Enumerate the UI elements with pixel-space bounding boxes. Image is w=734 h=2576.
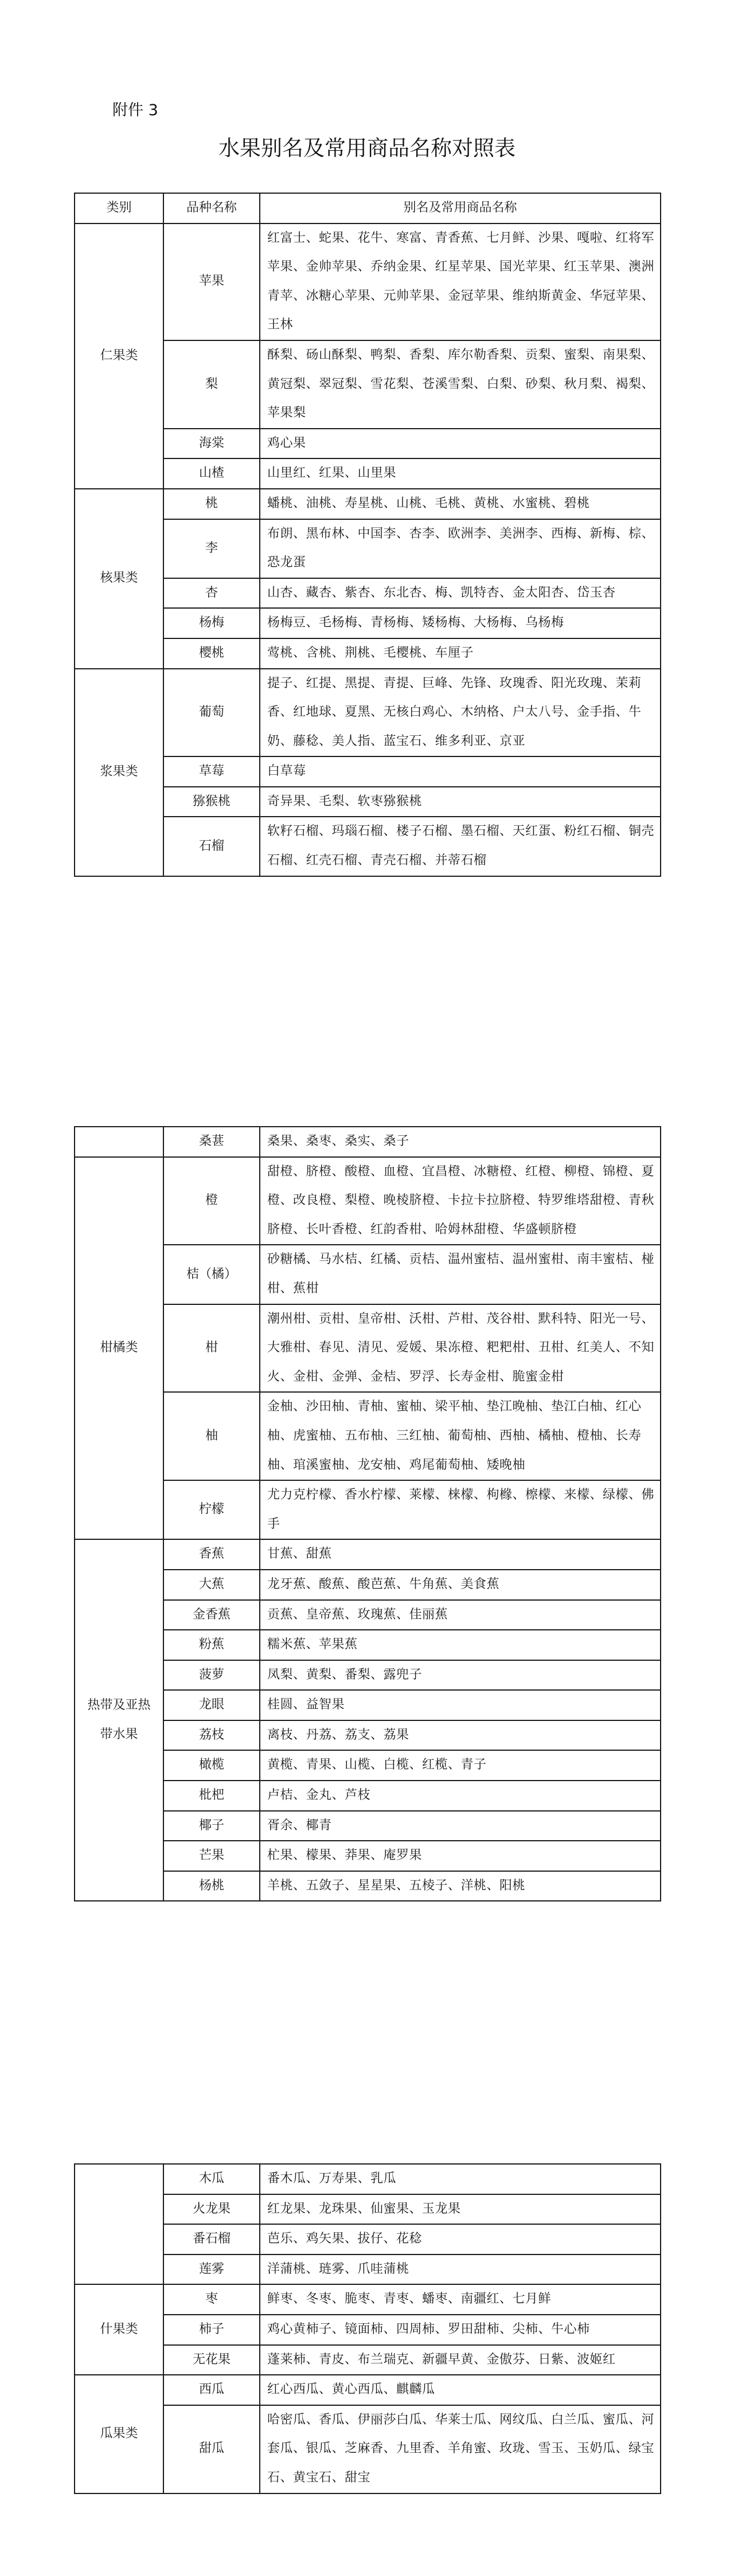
aliases-cell: 蟠桃、油桃、寿星桃、山桃、毛桃、黄桃、水蜜桃、碧桃 — [260, 489, 661, 519]
category-cell: 瓜果类 — [75, 2375, 163, 2493]
variety-cell: 火龙果 — [163, 2194, 260, 2225]
aliases-cell: 软籽石榴、玛瑙石榴、楼子石榴、墨石榴、天红蛋、粉红石榴、铜壳石榴、红壳石榴、青壳石榴、并蒂石榴 — [260, 817, 661, 876]
aliases-cell: 酥梨、砀山酥梨、鸭梨、香梨、库尔勒香梨、贡梨、蜜梨、南果梨、黄冠梨、翠冠梨、雪花梨、苍溪雪梨、白梨、砂梨、秋月梨、褐梨、苹果梨 — [260, 340, 661, 429]
table-row — [75, 1539, 661, 1570]
variety-cell: 橙 — [163, 1157, 260, 1245]
variety-cell: 山楂 — [163, 458, 260, 489]
aliases-cell: 黄榄、青果、山榄、白榄、红榄、青子 — [260, 1750, 661, 1781]
variety-cell: 葡萄 — [163, 669, 260, 757]
variety-cell: 桃 — [163, 489, 260, 519]
aliases-cell: 甜橙、脐橙、酸橙、血橙、宜昌橙、冰糖橙、红橙、柳橙、锦橙、夏橙、改良橙、梨橙、晚棱脐橙、卡拉卡拉脐橙、特罗维塔甜橙、青秋脐橙、长叶香橙、红韵香柑、哈姆林甜橙、华盛顿脐橙 — [260, 1157, 661, 1245]
table-header-row — [75, 193, 661, 224]
aliases-cell: 哈密瓜、香瓜、伊丽莎白瓜、华莱士瓜、网纹瓜、白兰瓜、蜜瓜、河套瓜、银瓜、芝麻香、九里香、羊角蜜、玫珑、雪玉、玉奶瓜、绿宝石、黄宝石、甜宝 — [260, 2405, 661, 2493]
variety-cell: 西瓜 — [163, 2375, 260, 2405]
table-row — [75, 489, 661, 519]
aliases-cell: 桂圆、益智果 — [260, 1690, 661, 1720]
aliases-cell: 提子、红提、黑提、青提、巨峰、先锋、玫瑰香、阳光玫瑰、茉莉香、红地球、夏黑、无核白鸡心、木纳格、户太八号、金手指、牛奶、藤稔、美人指、蓝宝石、维多利亚、京亚 — [260, 669, 661, 757]
aliases-cell: 莺桃、含桃、荆桃、毛樱桃、车厘子 — [260, 638, 661, 669]
variety-cell: 桔（橘） — [163, 1245, 260, 1304]
variety-cell: 李 — [163, 519, 260, 578]
table-row — [75, 1127, 661, 1157]
fruit-alias-table-part-1 — [74, 193, 661, 877]
header-aliases: 别名及常用商品名称 — [260, 193, 661, 224]
aliases-cell: 金柚、沙田柚、青柚、蜜柚、梁平柚、垫江晚柚、垫江白柚、红心柚、虎蜜柚、五布柚、三红柚、葡萄柚、西柚、橘柚、橙柚、长寿柚、琯溪蜜柚、龙安柚、鸡尾葡萄柚、矮晚柚 — [260, 1392, 661, 1480]
aliases-cell: 甘蕉、甜蕉 — [260, 1539, 661, 1570]
variety-cell: 金香蕉 — [163, 1600, 260, 1630]
aliases-cell: 胥余、椰青 — [260, 1811, 661, 1841]
variety-cell: 大蕉 — [163, 1570, 260, 1600]
category-label: 热带及亚热带水果 — [87, 1698, 151, 1742]
table-row — [75, 2375, 661, 2405]
aliases-cell: 红心西瓜、黄心西瓜、麒麟瓜 — [260, 2375, 661, 2405]
variety-cell: 柚 — [163, 1392, 260, 1480]
header-variety: 品种名称 — [163, 193, 260, 224]
fruit-alias-table-part-2 — [74, 1126, 661, 1901]
aliases-cell: 羊桃、五敛子、星星果、五棱子、洋桃、阳桃 — [260, 1871, 661, 1901]
variety-cell: 枣 — [163, 2284, 260, 2315]
category-cell: 浆果类 — [75, 669, 163, 876]
aliases-cell: 布朗、黑布林、中国李、杏李、欧洲李、美洲李、西梅、新梅、棕、恐龙蛋 — [260, 519, 661, 578]
aliases-cell: 尤力克柠檬、香水柠檬、莱檬、梾檬、枸橼、檫檬、来檬、绿檬、佛手 — [260, 1480, 661, 1539]
aliases-cell: 白草莓 — [260, 756, 661, 787]
variety-cell: 荔枝 — [163, 1720, 260, 1751]
category-cell — [75, 2164, 163, 2284]
category-cell: 核果类 — [75, 489, 163, 669]
category-cell — [75, 1539, 163, 1901]
table-row — [75, 669, 661, 757]
variety-cell: 莲雾 — [163, 2255, 260, 2285]
category-cell: 什果类 — [75, 2284, 163, 2375]
variety-cell: 桑葚 — [163, 1127, 260, 1157]
variety-cell: 柑 — [163, 1304, 260, 1393]
table-row — [75, 2284, 661, 2315]
aliases-cell: 山里红、红果、山里果 — [260, 458, 661, 489]
variety-cell: 柠檬 — [163, 1480, 260, 1539]
aliases-cell: 潮州柑、贡柑、皇帝柑、沃柑、芦柑、茂谷柑、默科特、阳光一号、大雅柑、春见、清见、爱媛、果冻橙、粑粑柑、丑柑、红美人、不知火、金柑、金弹、金桔、罗浮、长寿金柑、脆蜜金柑 — [260, 1304, 661, 1393]
variety-cell: 木瓜 — [163, 2164, 260, 2194]
aliases-cell: 洋蒲桃、琏雾、爪哇蒲桃 — [260, 2255, 661, 2285]
aliases-cell: 芭乐、鸡矢果、拔仔、花稔 — [260, 2224, 661, 2255]
variety-cell: 香蕉 — [163, 1539, 260, 1570]
aliases-cell: 蓬莱柿、青皮、布兰瑞克、新疆早黄、金傲芬、日紫、波姬红 — [260, 2345, 661, 2375]
variety-cell: 柿子 — [163, 2315, 260, 2345]
aliases-cell: 红富士、蛇果、花牛、寒富、青香蕉、七月鲜、沙果、嘎啦、红将军苹果、金帅苹果、乔纳金果、红星苹果、国光苹果、红玉苹果、澳洲青苹、冰糖心苹果、元帅苹果、金冠苹果、维纳斯黄金、华冠苹果、王林 — [260, 224, 661, 340]
aliases-cell: 杨梅豆、毛杨梅、青杨梅、矮杨梅、大杨梅、乌杨梅 — [260, 608, 661, 638]
document-title: 水果别名及常用商品名称对照表 — [218, 136, 516, 160]
aliases-cell: 鸡心黄柿子、镜面柿、四周柿、罗田甜柿、尖柿、牛心柿 — [260, 2315, 661, 2345]
aliases-cell: 奇异果、毛梨、软枣猕猴桃 — [260, 787, 661, 817]
variety-cell: 龙眼 — [163, 1690, 260, 1720]
variety-cell: 樱桃 — [163, 638, 260, 669]
variety-cell: 杨梅 — [163, 608, 260, 638]
aliases-cell: 红龙果、龙珠果、仙蜜果、玉龙果 — [260, 2194, 661, 2225]
variety-cell: 粉蕉 — [163, 1630, 260, 1660]
variety-cell: 芒果 — [163, 1841, 260, 1871]
aliases-cell: 山杏、藏杏、紫杏、东北杏、梅、凯特杏、金太阳杏、岱玉杏 — [260, 578, 661, 609]
category-cell — [75, 1127, 163, 1157]
table-row — [75, 2164, 661, 2194]
variety-cell: 菠萝 — [163, 1660, 260, 1691]
variety-cell: 杨桃 — [163, 1871, 260, 1901]
fruit-alias-table-part-3 — [74, 2163, 661, 2494]
variety-cell: 猕猴桃 — [163, 787, 260, 817]
aliases-cell: 贡蕉、皇帝蕉、玫瑰蕉、佳丽蕉 — [260, 1600, 661, 1630]
table-row — [75, 1157, 661, 1245]
variety-cell: 枇杷 — [163, 1781, 260, 1811]
variety-cell: 苹果 — [163, 224, 260, 340]
variety-cell: 梨 — [163, 340, 260, 429]
variety-cell: 橄榄 — [163, 1750, 260, 1781]
aliases-cell: 鲜枣、冬枣、脆枣、青枣、蟠枣、南疆红、七月鲜 — [260, 2284, 661, 2315]
variety-cell: 石榴 — [163, 817, 260, 876]
aliases-cell: 番木瓜、万寿果、乳瓜 — [260, 2164, 661, 2194]
aliases-cell: 卢桔、金丸、芦枝 — [260, 1781, 661, 1811]
category-cell: 仁果类 — [75, 224, 163, 489]
variety-cell: 番石榴 — [163, 2224, 260, 2255]
variety-cell: 海棠 — [163, 429, 260, 459]
header-category: 类别 — [75, 193, 163, 224]
aliases-cell: 桑果、桑枣、桑实、桑子 — [260, 1127, 661, 1157]
variety-cell: 草莓 — [163, 756, 260, 787]
aliases-cell: 龙牙蕉、酸蕉、酸芭蕉、牛角蕉、美食蕉 — [260, 1570, 661, 1600]
variety-cell: 杏 — [163, 578, 260, 609]
variety-cell: 甜瓜 — [163, 2405, 260, 2493]
aliases-cell: 离枝、丹荔、荔支、荔果 — [260, 1720, 661, 1751]
variety-cell: 椰子 — [163, 1811, 260, 1841]
variety-cell: 无花果 — [163, 2345, 260, 2375]
category-cell: 柑橘类 — [75, 1157, 163, 1540]
aliases-cell: 砂糖橘、马水桔、红橘、贡桔、温州蜜桔、温州蜜柑、南丰蜜桔、椪柑、蕉柑 — [260, 1245, 661, 1304]
aliases-cell: 凤梨、黄梨、番梨、露兜子 — [260, 1660, 661, 1691]
aliases-cell: 杧果、檬果、莽果、庵罗果 — [260, 1841, 661, 1871]
attachment-label: 附件 3 — [112, 101, 158, 119]
table-row — [75, 224, 661, 340]
aliases-cell: 糯米蕉、苹果蕉 — [260, 1630, 661, 1660]
aliases-cell: 鸡心果 — [260, 429, 661, 459]
